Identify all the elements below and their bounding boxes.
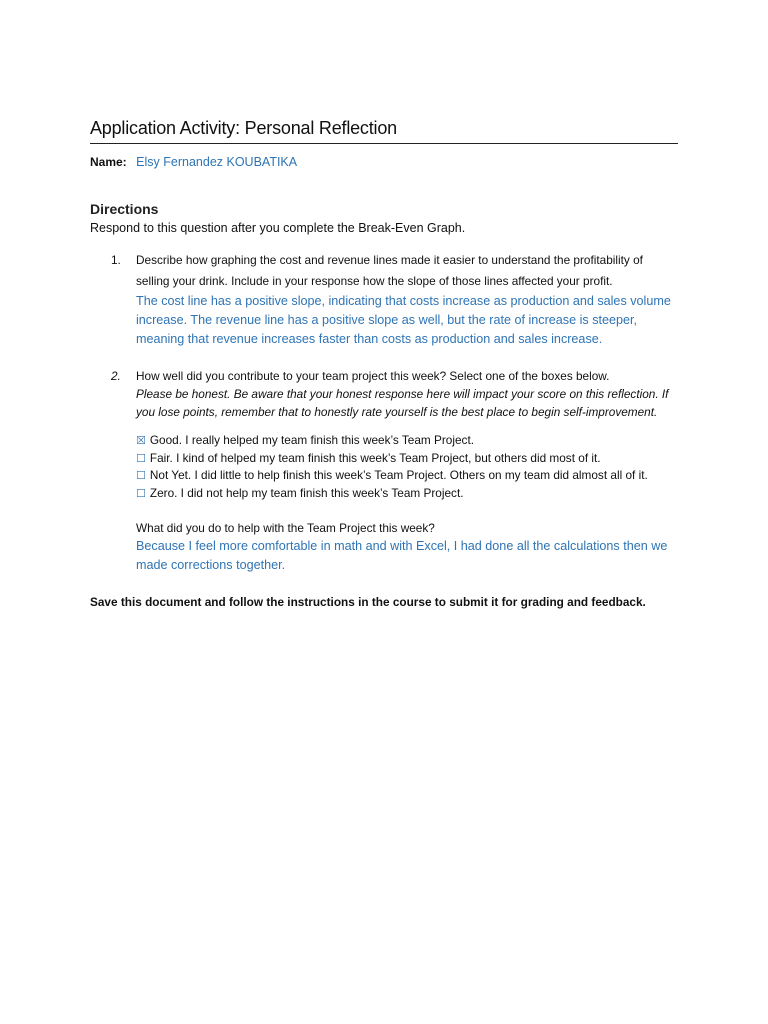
option-label: Not Yet. I did little to help finish this week’s Team Project. Others on my team did almost all of it. [149, 468, 648, 482]
question-number: 2. [111, 369, 121, 383]
contribution-options [136, 432, 678, 502]
question-prompt: Describe how graphing the cost and revenue lines made it easier to understand the profitability of selling your drink. Include in your response how the slope of those lines affected your profit. [136, 253, 643, 288]
question-answer[interactable]: The cost line has a positive slope, indicating that costs increase as production and sales volume increase. The revenue line has a positive slope as well, but the rate of increase is steeper, meaning that revenue increases faster than costs as production and sales increase. [136, 294, 671, 346]
followup-prompt: What did you do to help with the Team Project this week? [136, 521, 435, 535]
unchecked-box-icon[interactable]: ☐ [136, 451, 146, 465]
option-label: Fair. I kind of helped my team finish this week’s Team Project, but others did most of it. [149, 450, 601, 465]
question-prompt: How well did you contribute to your team project this week? Select one of the boxes below. [136, 369, 610, 383]
unchecked-box-icon[interactable]: ☐ [136, 469, 146, 482]
name-label: Name: [90, 155, 127, 169]
option-good[interactable] [136, 432, 678, 450]
name-row [90, 155, 678, 169]
question-2 [90, 367, 678, 421]
document-title: Application Activity: Personal Reflection [90, 118, 678, 144]
unchecked-box-icon[interactable]: ☐ [136, 486, 146, 500]
option-zero[interactable] [136, 485, 678, 503]
directions-heading: Directions [90, 201, 159, 217]
document-page [90, 118, 678, 609]
option-label: Good. I really helped my team finish this week’s Team Project. [149, 433, 475, 447]
option-label: Zero. I did not help my team finish this week’s Team Project. [149, 485, 464, 500]
question-1 [90, 250, 678, 349]
save-instructions: Save this document and follow the instructions in the course to submit it for grading and feedback. [90, 595, 646, 609]
question-number: 1. [111, 253, 121, 267]
option-fair[interactable] [136, 450, 678, 468]
name-value[interactable]: Elsy Fernandez KOUBATIKA [136, 155, 298, 169]
question-note: Please be honest. Be aware that your honest response here will impact your score on this reflection. If you lose points, remember that to honestly rate yourself is the best place to begin self-improvement. [136, 387, 669, 419]
option-not-yet[interactable] [136, 467, 678, 485]
followup-answer[interactable]: Because I feel more comfortable in math and with Excel, I had done all the calculations then we made corrections together. [136, 539, 668, 572]
directions-text: Respond to this question after you complete the Break-Even Graph. [90, 221, 466, 235]
checked-box-icon[interactable]: ☒ [136, 434, 146, 447]
